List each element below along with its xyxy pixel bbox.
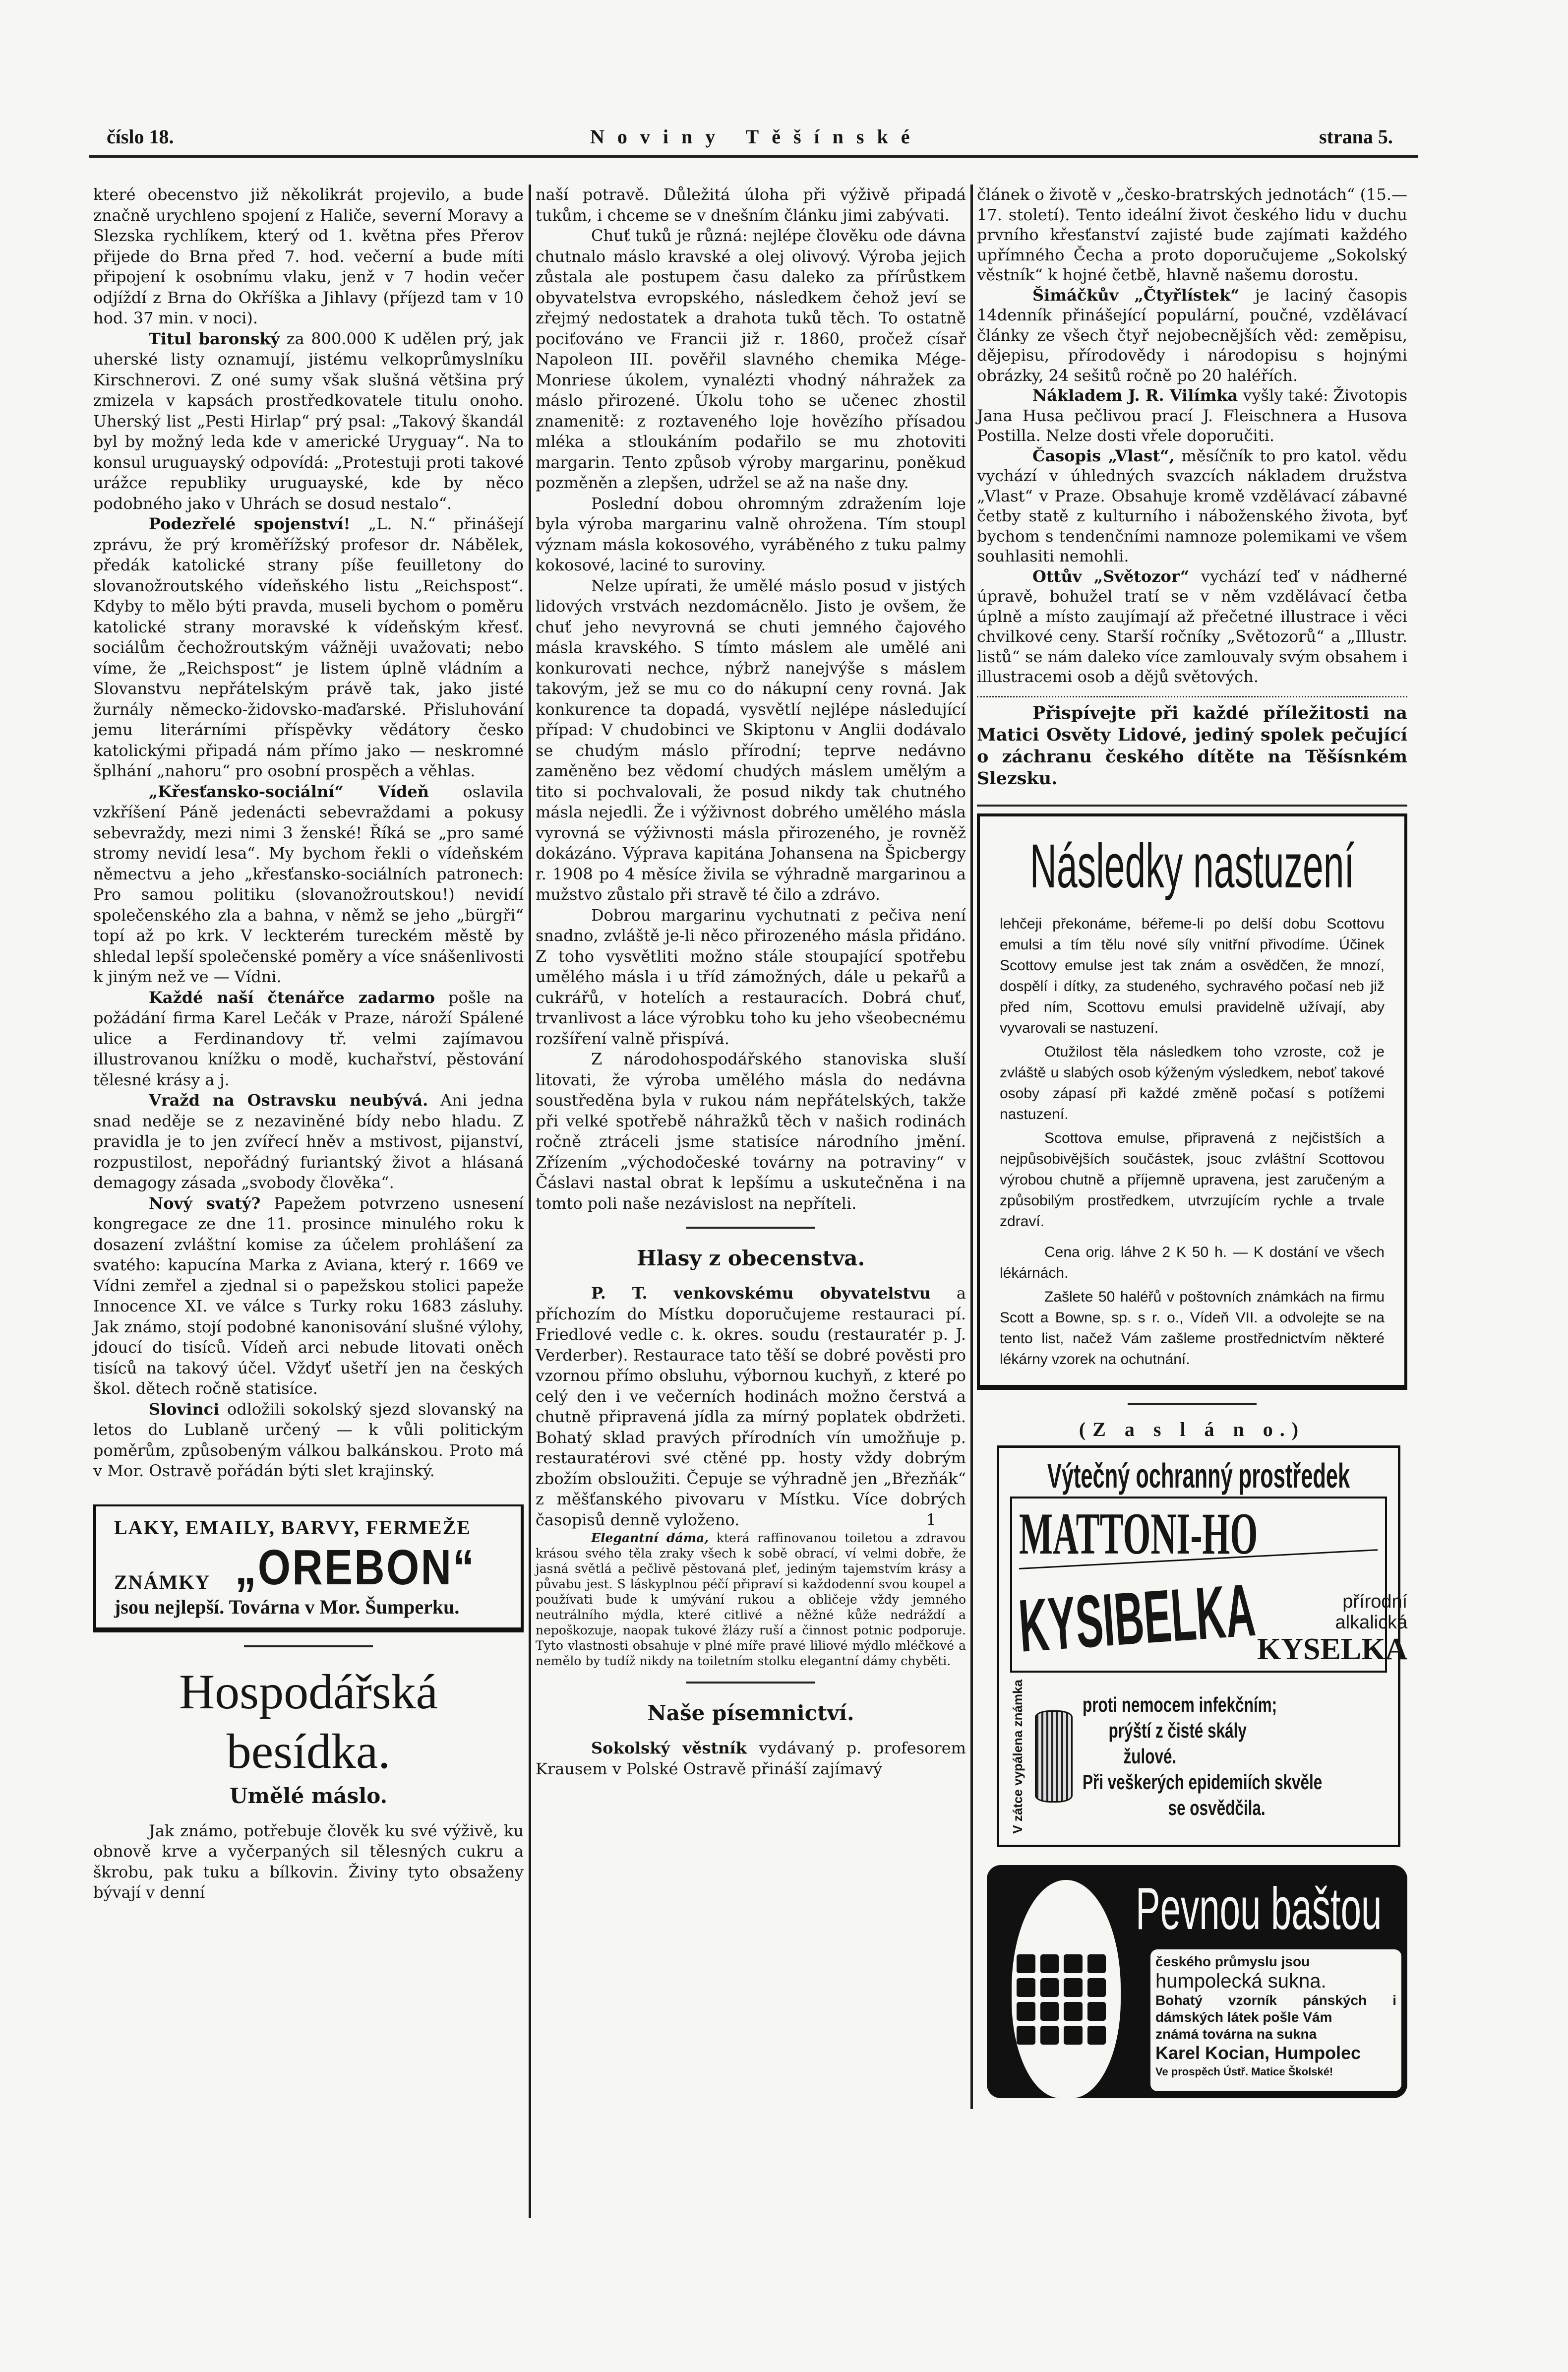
section-title: Naše písemnictví. (647, 1701, 854, 1725)
review-item (536, 1738, 966, 1779)
review-item (977, 385, 1407, 446)
item-text: za 800.000 K udělen prý, jak uherské listy oznamují, jistému velkoprůmyslníku Kirschnerovi. Z oné sumy však slušná většina prý zmizela v kapsách prostředkovatele titulu onoho. Uherský list „Pesti Hirlap“ prý psal: „Takový škandál byl by možný leda kde v americké Uryguay“. Na to konsul uruguayský odpovídá: „Protestuji proti takové urážce republiky uruguayské, kde by něco podobného jako v Uhrách se dosud nestalo“. (93, 329, 524, 513)
section-divider (1128, 1403, 1257, 1405)
ad-line: KYSELKA (1257, 1632, 1408, 1666)
ad-line: alkalická (1335, 1612, 1408, 1633)
newspaper-title: Noviny Těšínské (590, 125, 923, 148)
item-lead: Ottův „Světozor“ (1032, 566, 1190, 586)
item-text: Papežem potvrzeno usnesení kongregace ze dne 11. prosince minulého roku k dosazení zvláštní komise za účelem prohlášení za svatého: kapucína Marka z Aviana, který r. 1669 ve Vídni zemřel a zjednal si o papežskou stolici papeže Innocence XI. ve válce s Turky roku 1683 zásluhy. Jak známo, stojí podobné kanonisování slušné výlohy, jdoucí do tisíců. Vídeň arci nebude litovati oněch tisíců na takový účel. Vždyť ušetří jen na českých škol. dětech ročně statisíce. (93, 1193, 524, 1398)
item-text: oslavila vzkříšení Páně jedenácti sebevraždami a pokusy sebevraždy, mezi nimi 3 ženské! Říká se „pro samé stromy nevidí lesa“. My bychom řekli o vídeňském němectvu a jeho „křesťansko-sociálních patronech: Pro samou politiku (slovanožroutskou!) nevidí společenského zla a bahna, v němž se jeho „bürgři“ topí až po krk. V leckterém tureckém městě by shledal lepší společenské poměry a více snášenlivosti k jiným než ve — Vídni. (93, 782, 524, 986)
ad-text-panel (1150, 1949, 1401, 2091)
ad-line: prýští z čisté skály (1108, 1719, 1247, 1743)
review-item (977, 285, 1407, 386)
ad-brand: KYSIBELKA (1016, 1567, 1258, 1668)
ad-line: Ve prospěch Ústř. Matice Školské! (1155, 2065, 1333, 2078)
ad-line: známá továrna na sukna (1155, 2026, 1317, 2042)
news-item (93, 782, 524, 988)
item-text: které obecenstvo již několikrát projevilo, a bude značně urychleno spojení z Haliče, severní Moravy a Slezska rychlíkem, který od 1. května přes Přerov přijede do Brna před 7. hod. večerní a bude míti připojení k osobnímu vlaku, jenž v 7 hodin večer odjíždí z Brna do Okříška a Jihlavy (příjezd tam v 10 hod. 37 min. v noci). (93, 185, 524, 327)
item-text: pošle na požádání firma Karel Lečák v Praze, nároží Spálené ulice a Ferdinandovy tř. velmi zajímavou illustrovanou knížku o modě, kuchařství, pěstování tělesné krásy a j. (93, 988, 524, 1089)
item-text: měsíčník to pro katol. vědu vychází v úhledných svazcích nákladem družstva „Vlast“ v Praze. Obsahuje kromě vzdělávací zábavné četby statě z kulturního i náboženského života, byť bychom s tendenčními namnoze polemikami ve všem souhlasiti nemohli. (977, 446, 1407, 565)
brand-wrap (1016, 1567, 1258, 1668)
kocian-cloth-advertisement (987, 1865, 1407, 2098)
news-item (93, 1399, 524, 1482)
ad-price: Cena orig. láhve 2 K 50 h. — K dostání ve všech lékárnách. (1000, 1244, 1385, 1281)
column-2 (536, 185, 966, 1779)
item-text: „L. N.“ přinášejí zprávu, že prý kroměřížský profesor dr. Nábělek, předák katolické strany píše feuilletony do slovanožroutského vídeňského listu „Reichspost“. Kdyby to mělo býti pravda, museli bychom o poměru katolické strany moravské k vídeňským křesť. sociálům čechožroutským vážněji uvažovati; nebo víme, že „Reichspost“ je listem úplně vládním a Slovanstvu nepřátelským právě tak, jako jisté žurnály německo-židovsko-maďarské. Přisluhování jemu literárními příspěvky vědátory česko katolickými připadá nám přímo jako — neskromné šplhání „nahoru“ pro osobní prospěch a věhlas. (93, 514, 524, 780)
ad-paragraph: Scottova emulse, připravená z nejčistších a nejpůsobivějších součástek, jsouc zvláštní Scottovou výrobou chutně a příjemně upravena, jest zaručeným a způsobilým prostředkem, utvrzujícím rychle a trvale zdraví. (1000, 1129, 1385, 1230)
item-text: je laciný časopis 14denník přinášející populární, poučné, vzdělávací články ze všech čtyř nejobecnějších věd: zeměpisu, dějepisu, přírodovědy i národopisu s hojnými obrázky, 24 sešitů ročně po 20 haléřích. (977, 285, 1408, 385)
article-paragraph: Nelze upírati, že umělé máslo posud v jistých lidových vrstvách nezdomácnělo. Jisto je ovšem, že chuť jeho nevyrovná se chuti jemného čajového másla kravského. S tímto máslem ale umělé ani konkurovati nechce, nýbrž nanejvýše s máslem takovým, jež se mu co do nákupní ceny rovná. Jak konkurence ta dopadá, vysvětlí nejlépe následující případ: V chudobinci ve Skiptonu v Anglii dodávalo se chudým máslo přírodní; teprve nedávno zaměněno bez vědomí chudých máslem umělým a tito si pochvalovali, že posud nikdy tak chutného másla nejedli. Že i výživnost dobrého umělého másla vyrovná se výživnosti másla přirozeného, je rovněž dokázáno. Výprava kapitána Johansena na Špicbergy r. 1908 po 4 měsíce živila se výhradně margarinou a mužstvo zůstalo při stravě té čilo a zdrávo. (536, 576, 966, 904)
news-item (93, 329, 524, 514)
ad-headline: Pevnou baštou (1136, 1875, 1382, 1942)
item-text: a příchozím do Místku doporučujeme restauraci pí. Friedlové vedle c. k. okres. soudu (restauratér p. J. Verderber). Restaurace tato těší se dobré pověsti pro vzornou přímo obsluhu, výbornou kuchyň, z které po celý den i ve večerních hodinách možno čerstvá a chutně připravená jídla za mírný poplatek obdržeti. Bohatý sklad pravých přírodních vín umožňuje p. restauratérovi své ctěné pp. hosty vždy dobrým zbožím obsloužiti. Čepuje se výhradně jen „Březňák“ z měšťanského pivovaru v Místku. Více dobrých časopisů denně vyloženo. (536, 1284, 966, 1529)
section-divider (686, 1682, 815, 1684)
item-lead: Podezřelé spojenství! (149, 514, 351, 533)
item-lead: Šimáčkův „Čtyřlístek“ (1032, 285, 1240, 305)
ad-line: přírodní (1342, 1591, 1408, 1612)
ad-line: Karel Kocian, Humpolec (1155, 2042, 1361, 2063)
brand-wrap (1019, 1501, 1257, 1566)
item-lead: Každé naší čtenářce zadarmo (149, 988, 435, 1007)
review-item (977, 566, 1407, 687)
ad-line: žulové. (1123, 1745, 1177, 1768)
news-item (93, 514, 524, 782)
section-divider (244, 1645, 373, 1647)
item-text: vyšly také: Životopis Jana Husa pečlivou prací J. Fleischnera a Husova Postilla. Nelze dosti vřele doporučiti. (977, 386, 1407, 445)
ad-headline: Výtečný ochranný prostředek (1047, 1456, 1350, 1495)
ad-line: humpolecká sukna. (1155, 1970, 1327, 1992)
item-text: vychází teď v nádherné úpravě, bohužel tratí se v něm vzdělávací četba úplně a místo zaujímají až přečetné illustrace i věci chvilkové ceny. Starší ročníky „Světozorů“ a „Illustr. listů“ se nám daleko více zamlouvaly svým obsahem i illustracemi osob a dějů světových. (977, 566, 1408, 686)
ad-line: proti nemocem infekčním; (1083, 1693, 1277, 1717)
elegantni-notice (536, 1530, 966, 1669)
scott-emulsion-advertisement (977, 816, 1407, 1390)
mattoni-logo-box (1010, 1497, 1408, 1673)
tower-bricks (1017, 1954, 1106, 2045)
item-lead: Časopis „Vlast“, (1032, 446, 1175, 465)
news-item (93, 185, 524, 329)
item-lead: Elegantní dáma, (591, 1531, 709, 1545)
ad-brand: „OREBON“ (235, 1539, 476, 1595)
ad-line: se osvědčila. (1168, 1796, 1266, 1820)
ad-paragraph: Zašlete 50 haléřů v poštovních známkách na firmu Scott a Bowne, sp. s r. o., Vídeň VII. a odvolejte se na tento list, načež Vám zašleme prostřednictvím některé lékárny vzorek na ochutnání. (1000, 1288, 1385, 1368)
article-paragraph: Jak známo, potřebuje člověk ku své výživě, ku obnově krve a vyčerpaných sil tělesných cukru a škrobu, pak tuku a bílkovin. Živiny tyto obsaženy bývají v denní (93, 1821, 524, 1902)
item-lead: Nový svatý? (149, 1193, 261, 1213)
brand-row (1016, 1567, 1408, 1668)
column-3 (977, 185, 1407, 2098)
item-lead: Nákladem J. R. Vilímka (1032, 386, 1238, 405)
ad-brand: MATTONI-HO (1019, 1500, 1258, 1566)
section-title: Hospodářská besídka. (179, 1664, 438, 1779)
mattoni-advertisement (997, 1445, 1408, 1847)
news-item (93, 988, 524, 1091)
column-1 (93, 185, 524, 1903)
ad-line: Bohatý vzorník pánských i dámských látek pošle Vám (1155, 1992, 1396, 2025)
header-rule (89, 155, 1418, 158)
matice-appeal: Přispívejte při každé příležitosti na Matici Osvěty Lidové, jediný spolek pečující o záchranu českého dítěte na Těšísnkém Slezsku. (977, 702, 1407, 789)
ad-paragraph: lehčeji překonáme, béřeme-li po delší dobu Scottovu emulsi a tím tělu nové síly vnitřní přivodíme. Účinek Scottovy emulse jest tak znám a osvědčen, že mnozí, dospělí i dítky, za studeného, sychravého počasí neb již před ním, Scottovu emulsi pravidelně užívají, aby vyvarovali se nastuzení. (1000, 915, 1385, 1036)
news-item (93, 1090, 524, 1193)
item-text: článek o životě v „česko-bratrských jednotách“ (15.—17. století). Tento ideální život českého lidu v duchu prvního křesťanství zajisté bude zajímati každého upřímného Čecha a proto doporučujeme „Sokolský věstník“ k hojné četbě, hlavně našemu dorostu. (977, 185, 1407, 284)
article-paragraph: Dobrou margarinu vychutnati z pečiva není snadno, zvláště je-li něco přirozeného másla přidáno. Z toho vysvětliti možno stále stoupající spotřebu umělého másla i u tříd zámožných, dále u pekařů a cukrářů, v hotelích a restauracích. Dobrá chuť, trvanlivost a láce výrobku toho ku jeho všeobecnému rozšíření valně přispívá. (536, 905, 966, 1048)
orebon-advertisement (93, 1504, 524, 1632)
ad-line: Při veškerých epidemiích skvěle (1083, 1770, 1323, 1794)
article-title: Umělé máslo. (229, 1783, 388, 1808)
item-text: která raffinovanou toiletou a zdravou krásou svého těla zraky všech k sobě obrací, ví velmi dobře, že jasná světlá a pečlivě pěstovaná pleť, jediným tajemstvím krásy a půvabu jest. S láskyplnou péčí připraví si každodenní svou koupel a používati bude k umývání rukou a obličeje vždy jemného neutrálního mýdla, které citlivé a něžné kůže nedráždí a nepoškozuje, naopak tukové žlázy ruší a činnost potnic podporuje. Tyto vlastnosti obsahuje v plné míře pravé liliové mýdlo mléčkové a nemělo by tudíž nikdy na toiletním stolku elegantní dámy chyběti. (536, 1531, 966, 1668)
item-lead: Titul baronský (149, 329, 280, 348)
double-rule (977, 805, 1407, 816)
ad-line: jsou nejlepší. Továrna v Mor. Šumperku. (114, 1595, 460, 1618)
article-paragraph: Poslední dobou ohromným zdražením loje byla výroba margarinu valně ohrožena. Tím stoupl význam másla kokosového, vyráběného z tuku palmy kokosové, laciné to suroviny. (536, 494, 966, 574)
news-item (93, 1193, 524, 1399)
ad-line: českého průmyslu jsou (1155, 1953, 1310, 1969)
ad-paragraph: Otužilost těla následkem toho vzroste, což je zvláště u slabých osob kýženým výsledkem, neboť takové osoby zápasí při každé změně počasí s potížemi nastuzení. (1000, 1043, 1385, 1123)
zaslano-label: (Z a s l á n o.) (1079, 1418, 1306, 1440)
mattoni-details (1010, 1680, 1387, 1834)
review-item (977, 446, 1407, 566)
item-text: vydávaný p. profesorem Krausem v Polské Ostravě přináší zajímavý (536, 1739, 966, 1778)
page-number: strana 5. (1319, 125, 1393, 148)
article-paragraph: Chuť tuků je různá: nejlépe člověku ode dávna chutnalo máslo kravské a olej olivový. Výroba jejich zůstala ale postupem času daleko za přírůstkem obyvatelstva evropského, následkem čehož jeví se zřejmý nedostatek a drahota tuků těch. To ostatně pociťováno ve Francii již r. 1860, pročež císař Napoleon III. pověřil slavného chemika Mége-Monriese úkolem, vynalézti vhodný náhražek za máslo přirozené. Úkolu toho se učenec zhostil znamenitě: z roztaveného loje hovězího přísadou mléka a stloukáním podařilo se mu zhotoviti margarin. Tento způsob výroby margarinu, poněkud pozměněn a zlepšen, udržel se až na naše dny. (536, 226, 966, 492)
column-rule (970, 185, 973, 2109)
item-lead: Slovinci (149, 1399, 220, 1419)
column-rule (529, 185, 531, 2218)
ad-headline: Následky nastuzení (1029, 831, 1355, 901)
cork-mark-note: V zátce vypálena známka (1010, 1680, 1025, 1834)
ad-line: ZNÁMKY (114, 1570, 211, 1593)
item-text: odložili sokolský sjezd slovanský na letos do Lublaně určený — k vůli politickým poměrům, způsobeným válkou balkánskou. Proto má v Mor. Ostravě pořádán býti slet krajinský. (93, 1399, 524, 1480)
wavy-divider (977, 691, 1407, 697)
item-lead: Sokolský věstník (591, 1739, 747, 1757)
article-paragraph: Z národohospodářského stanoviska sluší litovati, že výroba umělého másla do nedávna soustředěna byla v rukou nám nepřátelských, takže při velké spotřebě náhražků těch v našich rodinách ročně ztráceli jsme statisíce národního jmění. Zřízením „východočeské továrny na potraviny“ v Čáslavi nastal obrat k lepšímu a uskutečněna i na tomto poli naše nezávislost na nepříteli. (536, 1050, 966, 1213)
insertion-mark: 1 (926, 1510, 936, 1529)
item-lead: P. T. venkovskému obyvatelstvu (591, 1284, 931, 1303)
item-text: Ani jedna snad neděje se z nezaviněné bídy nebo hladu. Z pravidla je to jen zvířecí hněv a mstivost, pijanství, rozpustilost, nepořádný furiantský život a hlásaná demagogy zásada „svobody člověka“. (93, 1091, 524, 1192)
section-divider (686, 1227, 815, 1229)
ad-line: LAKY, EMAILY, BARVY, FERMEŽE (114, 1516, 471, 1539)
article-paragraph: naší potravě. Důležitá úloha při výživě připadá tukům, i chceme se v dnešním článku jimi zabývati. (536, 185, 966, 225)
item-lead: Vražd na Ostravsku neubývá. (149, 1091, 428, 1110)
letter-item (536, 1283, 966, 1530)
bottle-icon (1035, 1710, 1073, 1803)
issue-number: číslo 18. (107, 125, 174, 148)
ad-subtitle (1257, 1591, 1407, 1666)
item-lead: „Křesťansko-sociální“ Vídeň (149, 782, 429, 801)
review-item (977, 185, 1407, 285)
section-title: Hlasy z obecenstva. (636, 1246, 865, 1270)
